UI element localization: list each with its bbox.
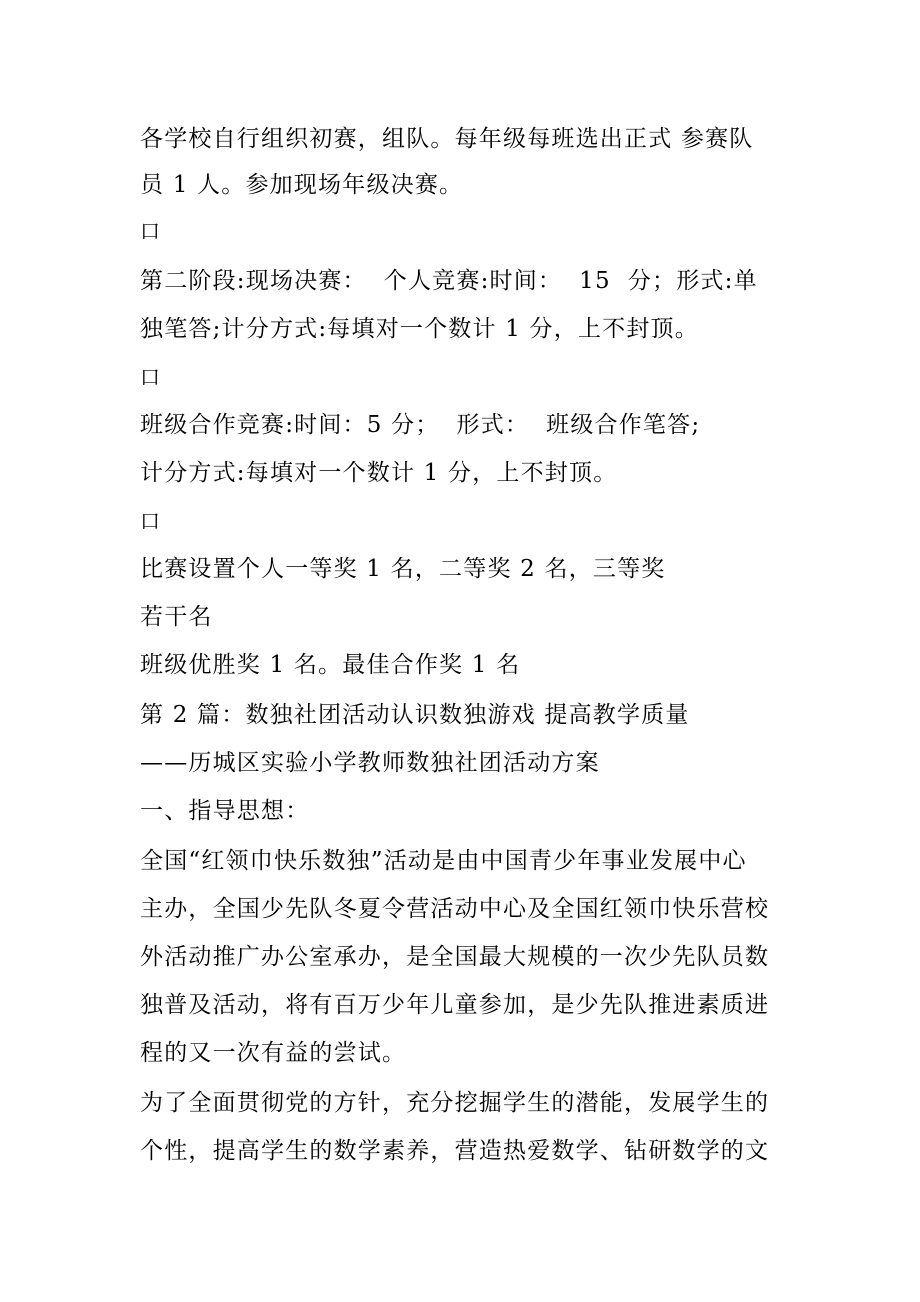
heading-guiding-ideology: 一、指导思想： [140, 798, 310, 824]
paragraph2-line-2: 个性，提高学生的数学素养，营造热爱数学、钻研数学的文 [140, 1138, 770, 1164]
text-line-7: 比赛设置个人一等奖 1 名，二等奖 2 名，三等奖 [140, 556, 666, 582]
paragraph2-line-1: 为了全面贯彻党的方针，充分挖掘学生的潜能，发展学生的 [140, 1090, 770, 1116]
paragraph-line-1: 全国“红领巾快乐数独”活动是由中国青少年事业发展中心 [140, 848, 747, 874]
text-line-1: 各学校自行组织初赛，组队。每年级每班选出正式 参赛队 [140, 126, 754, 152]
section-title: 第 2 篇：数独社团活动认识数独游戏 提高教学质量 [140, 702, 690, 728]
text-line-8: 若干名 [140, 604, 213, 630]
paragraph-line-2: 主办，全国少先队冬夏令营活动中心及全国红领巾快乐营校 [140, 896, 770, 922]
checkbox-glyph: 口 [140, 365, 160, 389]
section-subtitle: ——历城区实验小学教师数独社团活动方案 [140, 750, 600, 776]
text-line-2: 员 1 人。参加现场年级决赛。 [140, 172, 464, 198]
text-line-6: 计分方式:每填对一个数计 1 分，上不封顶。 [140, 460, 618, 486]
checkbox-glyph: 口 [140, 509, 160, 533]
paragraph-line-3: 外活动推广办公室承办，是全国最大规模的一次少先队员数 [140, 944, 770, 970]
text-line-3: 第二阶段:现场决赛： 个人竞赛:时间： 15 分；形式:单 [140, 268, 758, 294]
paragraph-line-5: 程的又一次有益的尝试。 [140, 1040, 407, 1066]
checkbox-glyph: 口 [140, 219, 160, 243]
text-line-5: 班级合作竞赛:时间：5 分； 形式： 班级合作笔答; [140, 412, 701, 438]
text-line-4: 独笔答;计分方式:每填对一个数计 1 分，上不封顶。 [140, 316, 699, 342]
paragraph-line-4: 独普及活动，将有百万少年儿童参加，是少先队推进素质进 [140, 992, 770, 1018]
text-line-9: 班级优胜奖 1 名。最佳合作奖 1 名 [140, 652, 521, 678]
